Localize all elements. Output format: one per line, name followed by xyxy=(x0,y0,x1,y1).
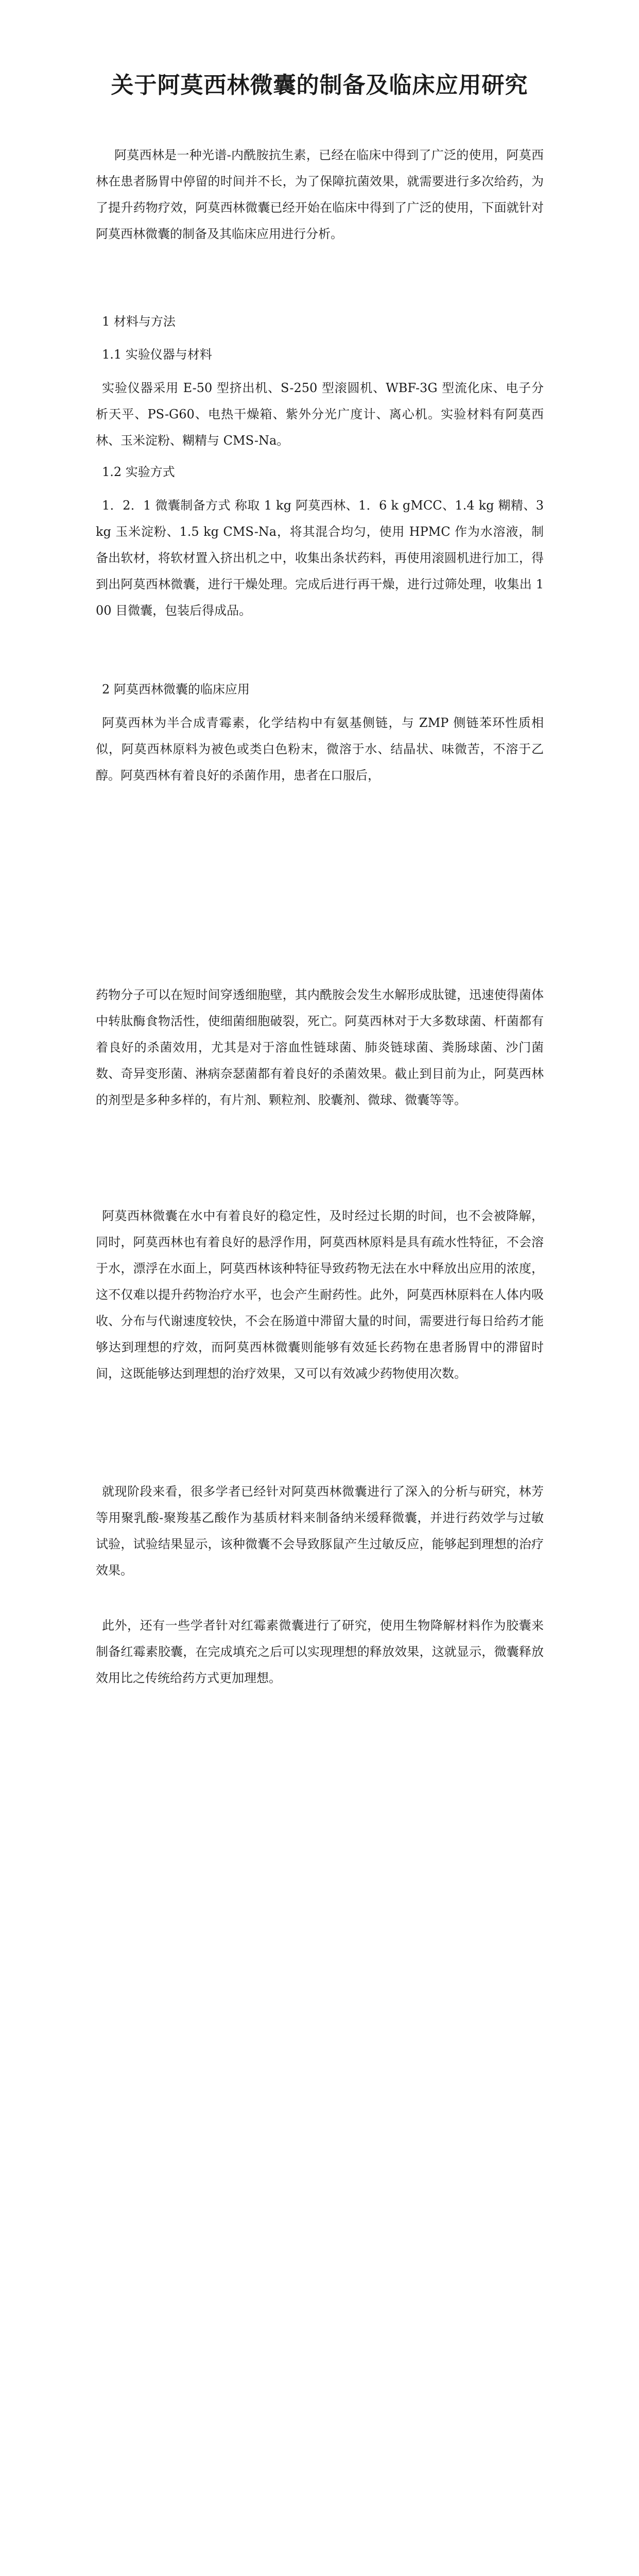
section-1-1-paragraph: 实验仪器采用 E-50 型挤出机、S-250 型滚圆机、WBF-3G 型流化床、电子分析天平、PS-G60、电热干燥箱、紫外分光广度计、离心机。实验材料有阿莫西林、玉米淀粉、糊精与 CMS-Na。 xyxy=(96,381,544,448)
section-2-paragraph-1-start: 阿莫西林为半合成青霉素，化学结构中有氨基侧链，与 ZMP 侧链苯环性质相似，阿莫西林原料为被色或类白色粉末，微溶于水、结晶状、味微苦，不溶于乙醇。阿莫西林有着良好的杀菌作用，患者在口服后， xyxy=(96,716,544,783)
section-2-heading: 2 阿莫西林微囊的临床应用 xyxy=(102,682,250,697)
section-2-paragraph-4: 此外，还有一些学者针对红霉素微囊进行了研究，使用生物降解材料作为胶囊来制备红霉素胶囊，在完成填充之后可以实现理想的释放效果，这就显示，微囊释放效用比之传统给药方式更加理想。 xyxy=(96,1618,544,1685)
intro-paragraph: 阿莫西林是一种光谱-内酰胺抗生素，已经在临床中得到了广泛的使用，阿莫西林在患者肠胃中停留的时间并不长，为了保障抗菌效果，就需要进行多次给药，为了提升药物疗效，阿莫西林微囊已经开始在临床中得到了广泛的使用，下面就针对阿莫西林微囊的制备及其临床应用进行分析。 xyxy=(96,148,544,241)
section-1-heading: 1 材料与方法 xyxy=(102,314,176,329)
section-1-2-heading: 1.2 实验方式 xyxy=(102,465,175,479)
section-2-paragraph-1-continued: 药物分子可以在短时间穿透细胞壁，其内酰胺会发生水解形成肽键，迅速使得菌体中转肽酶食物活性，使细菌细胞破裂，死亡。阿莫西林对于大多数球菌、杆菌都有着良好的杀菌效用，尤其是对于溶血性链球菌、肺炎链球菌、粪肠球菌、沙门菌数、奇异变形菌、淋病奈瑟菌都有着良好的杀菌效果。截止到目前为止，阿莫西林的剂型是多种多样的，有片剂、颗粒剂、胶囊剂、微球、微囊等等。 xyxy=(96,988,544,1107)
section-2-paragraph-3: 就现阶段来看，很多学者已经针对阿莫西林微囊进行了深入的分析与研究，林芳等用聚乳酸-聚羧基乙酸作为基质材料来制备纳米缓释微囊，并进行药效学与过敏试验，试验结果显示，该种微囊不会导致豚鼠产生过敏反应，能够起到理想的治疗效果。 xyxy=(96,1484,544,1578)
section-2-paragraph-2: 阿莫西林微囊在水中有着良好的稳定性，及时经过长期的时间，也不会被降解，同时，阿莫西林也有着良好的悬浮作用，阿莫西林原料是具有疏水性特征，不会溶于水，漂浮在水面上，阿莫西林该种特征导致药物无法在水中释放出应用的浓度，这不仅难以提升药物治疗水平，也会产生耐药性。此外，阿莫西林原料在人体内吸收、分布与代谢速度较快，不会在肠道中滞留大量的时间，需要进行每日给药才能够达到理想的疗效，而阿莫西林微囊则能够有效延长药物在患者肠胃中的滞留时间，这既能够达到理想的治疗效果，又可以有效减少药物使用次数。 xyxy=(96,1209,544,1381)
section-1-2-paragraph: 1．2．1 微囊制备方式 称取 1 kg 阿莫西林、1．6 k gMCC、1.4 kg 糊精、3 kg 玉米淀粉、1.5 kg CMS-Na，将其混合均匀，使用 HPMC 作为水溶液，制备出软材，将软材置入挤出机之中，收集出条状药料，再使用滚圆机进行加工，得到出阿莫西林微囊，进行干燥处理。完成后进行再干燥，进行过筛处理，收集出 100 目微囊，包装后得成品。 xyxy=(96,498,544,618)
section-1-1-heading: 1.1 实验仪器与材料 xyxy=(102,347,212,362)
document-title: 关于阿莫西林微囊的制备及临床应用研究 xyxy=(111,72,528,98)
